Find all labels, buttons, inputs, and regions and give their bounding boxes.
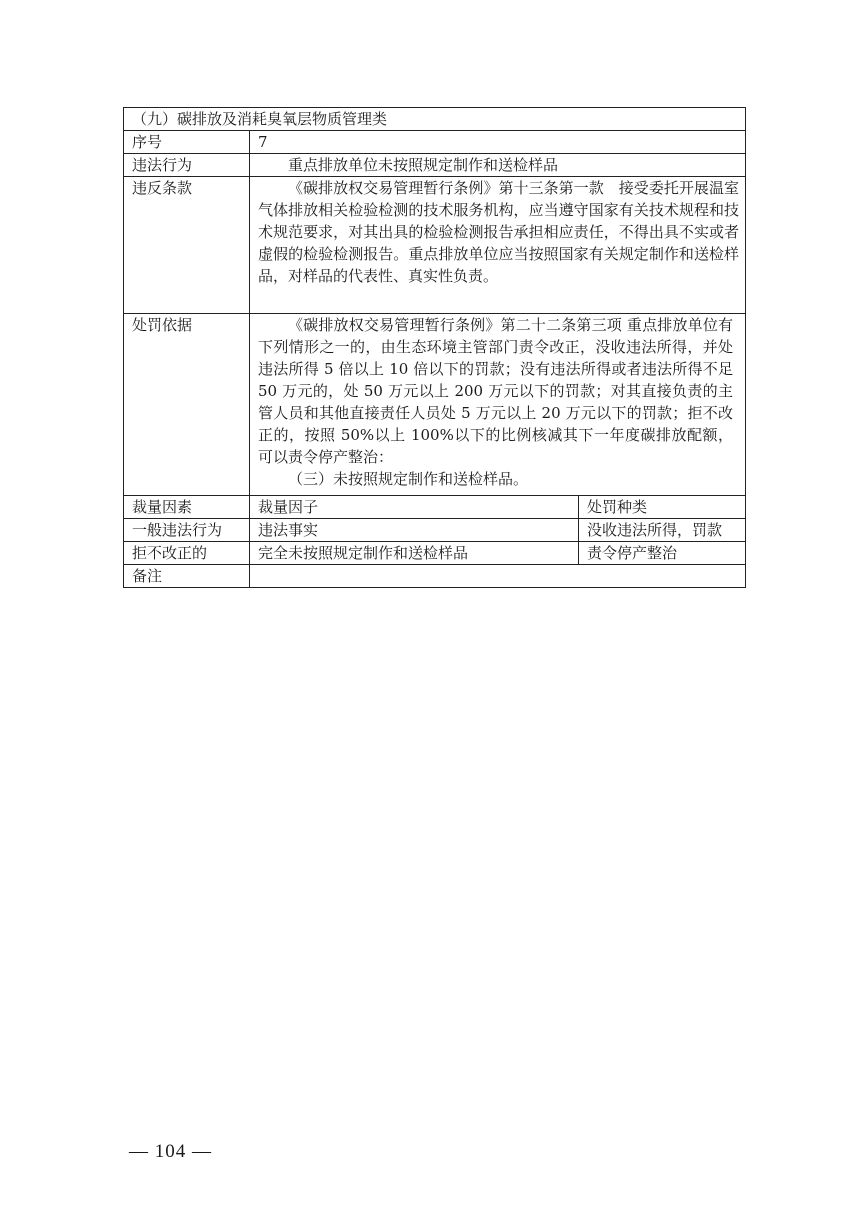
penalty-basis-text: 《碳排放权交易管理暂行条例》第二十二条第三项 重点排放单位有下列情形之一的，由生态环境主管部门责令改正，没收违法所得，并处违法所得 5 倍以上 10 倍以下的罚款；没有违法所得或者违法所得不足 50 万元的，处 50 万元以上 200 万元以下的罚款；对其直接负责的主管人员和其他直接责任人员处 5 万元以上 20 万元以下的罚款；拒不改正的，按照 50%以上 100%以下的比例核减其下一年度碳排放配额，可以责令停产整治： <box>258 316 734 466</box>
violation-value <box>250 154 746 177</box>
discretion-cell: 完全未按照规定制作和送检样品 <box>250 542 579 565</box>
serial-value: 7 <box>250 131 746 154</box>
remarks-value <box>250 565 746 588</box>
discretion-header-element: 裁量因子 <box>250 496 579 519</box>
page-number: — 104 — <box>129 1141 212 1162</box>
penalty-basis-item: （三）未按照规定制作和送检样品。 <box>288 470 529 488</box>
discretion-cell: 违法事实 <box>250 519 579 542</box>
penalty-basis-cell <box>250 314 746 496</box>
violation-text: 重点排放单位未按照规定制作和送检样品 <box>288 156 559 174</box>
table-row <box>124 519 746 542</box>
penalty-standard-table <box>123 107 746 588</box>
discretion-cell: 拒不改正的 <box>124 542 250 565</box>
table-row <box>124 542 746 565</box>
violated-clause-text: 《碳排放权交易管理暂行条例》第十三条第一款 接受委托开展温室气体排放相关检验检测的技术服务机构，应当遵守国家有关技术规程和技术规范要求，对其出具的检验检测报告承担相应责任，不得出具不实或者虚假的检验检测报告。重点排放单位应当按照国家有关规定制作和送检样品，对样品的代表性、真实性负责。 <box>258 179 740 285</box>
penalty-basis-label: 处罚依据 <box>124 314 250 496</box>
violated-clause-label: 违反条款 <box>124 177 250 314</box>
discretion-cell: 一般违法行为 <box>124 519 250 542</box>
section-title: （九）碳排放及消耗臭氧层物质管理类 <box>124 108 746 131</box>
discretion-header-factor: 裁量因素 <box>124 496 250 519</box>
discretion-cell: 责令停产整治 <box>579 542 746 565</box>
serial-label: 序号 <box>124 131 250 154</box>
discretion-cell: 没收违法所得，罚款 <box>579 519 746 542</box>
discretion-header-penalty-type: 处罚种类 <box>579 496 746 519</box>
violation-label: 违法行为 <box>124 154 250 177</box>
violated-clause-cell <box>250 177 746 314</box>
remarks-label: 备注 <box>124 565 250 588</box>
